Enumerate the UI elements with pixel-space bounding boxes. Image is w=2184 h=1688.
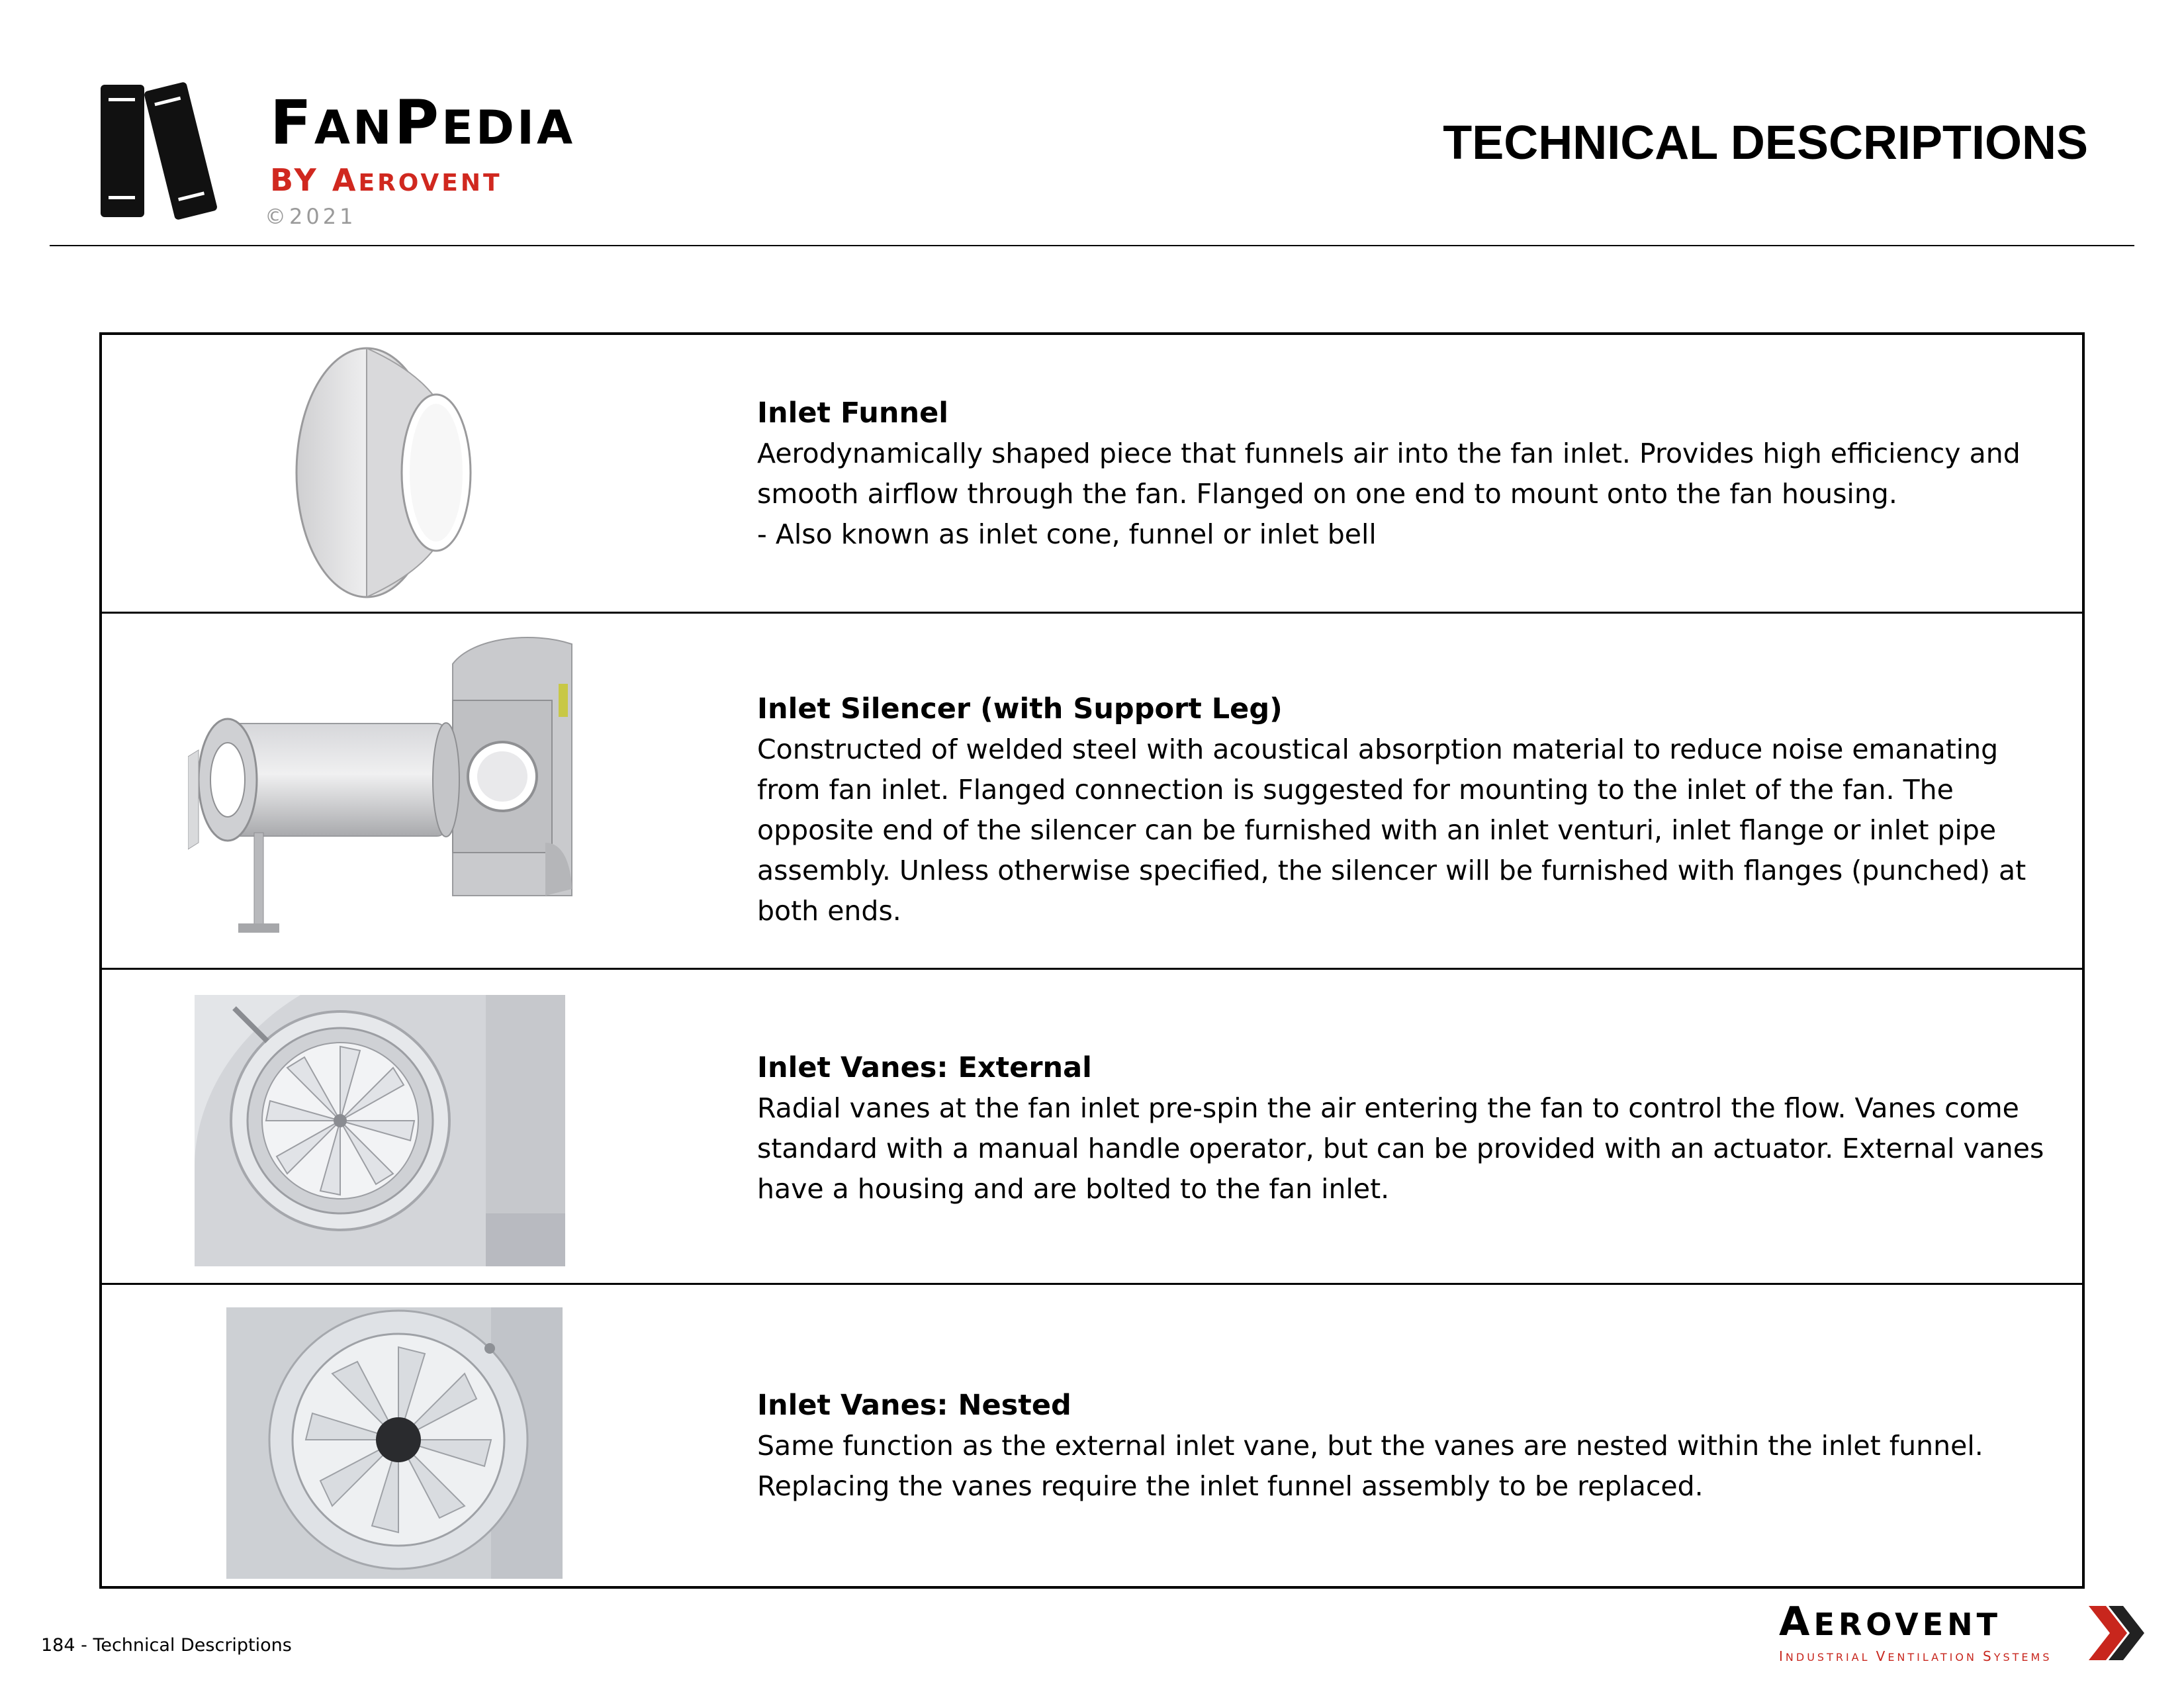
table-row <box>102 335 2082 612</box>
header-divider <box>50 245 2134 246</box>
item-name: Inlet Funnel <box>757 397 949 430</box>
item-description: Radial vanes at the fan inlet pre-spin the air entering the fan to control the flow. Vanes come standard with a manual handle operator, but can be provided with an actuator. External vanes have a housing and are bolted to the fan inlet. <box>757 1092 2044 1205</box>
row-description <box>757 1048 2054 1209</box>
item-description: Aerodynamically shaped piece that funnels air into the fan inlet. Provides high efficiency and smooth airflow through the fan. Flanged on one end to mount onto the fan housing. - Also known as inlet cone, funnel or inlet bell <box>757 438 2021 550</box>
page-footer-label: 184 - Technical Descriptions <box>41 1635 292 1656</box>
item-name: Inlet Vanes: External <box>757 1051 1092 1084</box>
table-row <box>102 968 2082 1283</box>
table-row <box>102 1283 2082 1586</box>
aerovent-tagline: INDUSTRIAL VENTILATION SYSTEMS <box>1779 1648 2052 1664</box>
row-description <box>757 689 2054 931</box>
chevron-right-icon <box>2086 1603 2146 1663</box>
page-title: TECHNICAL DESCRIPTIONS <box>1443 117 2088 169</box>
item-name: Inlet Silencer (with Support Leg) <box>757 692 1283 726</box>
item-description: Constructed of welded steel with acoustical absorption material to reduce noise emanating from fan inlet. Flanged connection is suggested for mounting to the inlet of the fan. The opposite end of the silencer can be furnished with an inlet venturi, inlet flange or inlet pipe assembly. Unless otherwise specified, the silencer will be furnished with flanges (punched) at both ends. <box>757 733 2026 927</box>
books-icon <box>98 78 237 224</box>
table-row <box>102 612 2082 968</box>
inlet-funnel-icon <box>287 346 479 600</box>
logo-byline: BY AEROVENT <box>270 162 502 198</box>
item-description: Same function as the external inlet vane, but the vanes are nested within the inlet funnel. Replacing the vanes require the inlet funnel assembly to be replaced. <box>757 1430 1983 1502</box>
nested-inlet-vanes-icon <box>226 1307 563 1579</box>
row-description <box>757 393 2054 555</box>
logo-copyright: ©2021 <box>265 204 357 229</box>
logo-wordmark: FANPEDIA <box>270 87 576 158</box>
aerovent-logo: AEROVENT <box>1779 1599 2002 1645</box>
external-inlet-vanes-icon <box>195 995 565 1266</box>
row-description <box>757 1385 2054 1507</box>
component-table <box>99 332 2085 1589</box>
item-name: Inlet Vanes: Nested <box>757 1389 1071 1422</box>
inlet-silencer-icon <box>188 624 678 955</box>
